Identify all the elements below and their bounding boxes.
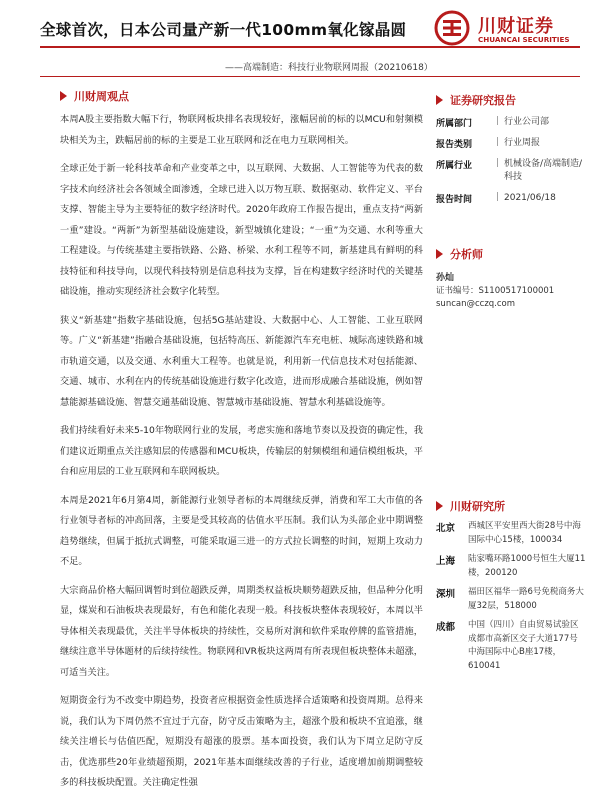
header-divider	[40, 46, 580, 48]
office-address: 陆家嘴环路1000号恒生大厦11楼，200120	[468, 554, 586, 578]
analyst-panel	[436, 246, 586, 311]
triangle-bullet-icon	[436, 95, 443, 105]
main-content	[60, 88, 423, 802]
triangle-bullet-icon	[436, 501, 443, 511]
analyst-email[interactable]: suncan@cczq.com	[436, 299, 516, 309]
info-separator: |	[496, 137, 500, 147]
section-header-weekly-view	[60, 88, 423, 104]
chuancai-logo-icon	[434, 10, 470, 46]
info-value: 机械设备/高端制造/科技	[504, 159, 583, 182]
triangle-bullet-icon	[60, 91, 67, 101]
paragraph: 本周是2021年6月第4周，新能源行业领导者标的本周继续反弹，消费和军工大市值的各行业领导者标的冲高回落，主要是受其较高的估值水平压制。我们认为头部企业中期调整趋势继续，但属于抵抗式调整，可能采取逼三进一的方式拉长调整的时间，短期上攻动力不足。	[60, 494, 423, 567]
triangle-bullet-icon	[436, 249, 443, 259]
analyst-name: 孙灿	[436, 273, 455, 283]
section-title: 川财周观点	[74, 90, 129, 103]
subheader-divider	[40, 76, 580, 77]
office-address: 福田区福华一路6号免税商务大厦32层，518000	[468, 587, 584, 611]
info-row-category	[436, 137, 586, 150]
analyst-title: 分析师	[450, 248, 483, 261]
office-chengdu	[436, 619, 586, 673]
info-row-department	[436, 116, 586, 129]
research-header	[436, 498, 586, 514]
info-value: 行业公司部	[504, 117, 550, 127]
office-address: 中国（四川）自由贸易试验区成都市高新区交子大道177号中海国际中心B座17楼，610041	[468, 620, 579, 671]
info-row-date	[436, 192, 586, 205]
analyst-header	[436, 246, 586, 262]
info-label: 报告时间	[436, 195, 473, 205]
info-label: 报告类别	[436, 140, 473, 150]
report-info-header	[436, 92, 586, 108]
report-title: 全球首次，日本公司量产新一代100mm氧化镓晶圆	[40, 21, 407, 39]
paragraph: 大宗商品价格大幅回调暂时到位超跌反弹，周期类权益板块顺势超跌反抽，但品种分化明显，煤炭和石油板块表现最好，有色和能化表现一般。科技板块整体表现较好，本周以半导体相关表现最优，关注半导体板块的持续性，交易所对涧和软件采取停牌的监管措施，继续注意半导体题材的后续持续性。物联网和VR板块这两周有所表现但板块整体未超涨，可适当关注。	[60, 584, 423, 678]
research-title: 川财研究所	[450, 500, 505, 513]
info-label: 所属行业	[436, 161, 473, 171]
analyst-info	[436, 272, 586, 311]
analyst-cert: 证书编号：S1100517100001	[436, 286, 555, 296]
paragraph: 全球正处于新一轮科技革命和产业变革之中，以互联网、大数据、人工智能等为代表的数字技术向经济社会各领域全面渗透，全球已进入以万物互联、数据驱动、软件定义、平台支撑、智能主导为主要特征的数字经济时代。2020年政府工作报告提出，重点支持“两新一重”建设。“两新”为新型基础设施建设，新型城镇化建设；“一重”为交通、水利等重大工程建设。与传统基建主要指铁路、公路、桥梁、水利工程等不同，新基建具有鲜明的科技特征和科技导向，以现代科技特别是信息科技为支撑，旨在构建数字经济时代的关键基础设施，推动实现经济社会数字化转型。	[60, 163, 423, 297]
report-subtitle: ——高端制造：科技行业物联网周报（20210618）	[225, 63, 433, 73]
info-separator: |	[496, 158, 500, 168]
paragraph: 狭义“新基建”指数字基础设施，包括5G基站建设、大数据中心、人工智能、工业互联网等。广义“新基建”指融合基础设施，包括特高压、新能源汽车充电桩、城际高速铁路和城市轨道交通，以及交通、水利重大工程等。也就是说，利用新一代信息技术对包括能源、交通、城市、水利在内的传统基础设施进行数字化改造，进而形成融合基础设施，例如智慧能源基础设施、智慧交通基础设施、智慧城市基础设施、智慧水利基础设施等。	[60, 314, 423, 408]
paragraph: 本周A股主要指数大幅下行，物联网板块排名表现较好，涨幅居前的标的以MCU和射频模块相关为主，跌幅居前的标的主要是工业互联网和泛在电力互联网相关。	[60, 114, 423, 146]
office-beijing	[436, 520, 586, 547]
info-separator: |	[496, 192, 500, 202]
logo-cn-text: 川财证券	[478, 16, 554, 37]
info-row-industry	[436, 158, 586, 184]
research-institute-panel	[436, 498, 586, 679]
logo-en-text: CHUANCAI SECURITIES	[478, 35, 570, 44]
info-label: 所属部门	[436, 119, 473, 129]
info-separator: |	[496, 116, 500, 126]
office-shenzhen	[436, 586, 586, 613]
office-address: 西城区平安里西大街28号中海国际中心15楼，100034	[468, 521, 581, 545]
office-city: 北京	[436, 523, 456, 534]
info-value: 行业周报	[504, 138, 541, 148]
report-info-title: 证券研究报告	[450, 94, 516, 107]
paragraph: 短期资金行为不改变中期趋势，投资者应根据资金性质选择合适策略和投资周期。总得来说，我们认为下周仍然不宜过于亢奋，防守反击策略为主，超涨个股和板块不宜追涨，继续关注增长与估值匹配，短期没有超涨的股票。基本面投资，我们认为下周立足防守反击，优选那些20年业绩超预期，2021年基本面继续改善的子行业，适度增加前期调整较多的科技板块配置。关注确定性强	[60, 695, 423, 788]
office-city: 成都	[436, 622, 456, 633]
office-city: 上海	[436, 556, 456, 567]
office-city: 深圳	[436, 589, 456, 600]
report-info-panel	[436, 92, 586, 205]
company-logo	[434, 10, 584, 50]
info-value: 2021/06/18	[504, 193, 556, 203]
office-shanghai	[436, 553, 586, 580]
paragraph: 我们持续看好未来5-10年物联网行业的发展，考虑实施和落地节奏以及投资的确定性，我们建议近期重点关注感知层的传感器和MCU板块，传输层的射频模组和通信模组板块，平台和应用层的工业互联网和车联网板块。	[60, 425, 423, 477]
